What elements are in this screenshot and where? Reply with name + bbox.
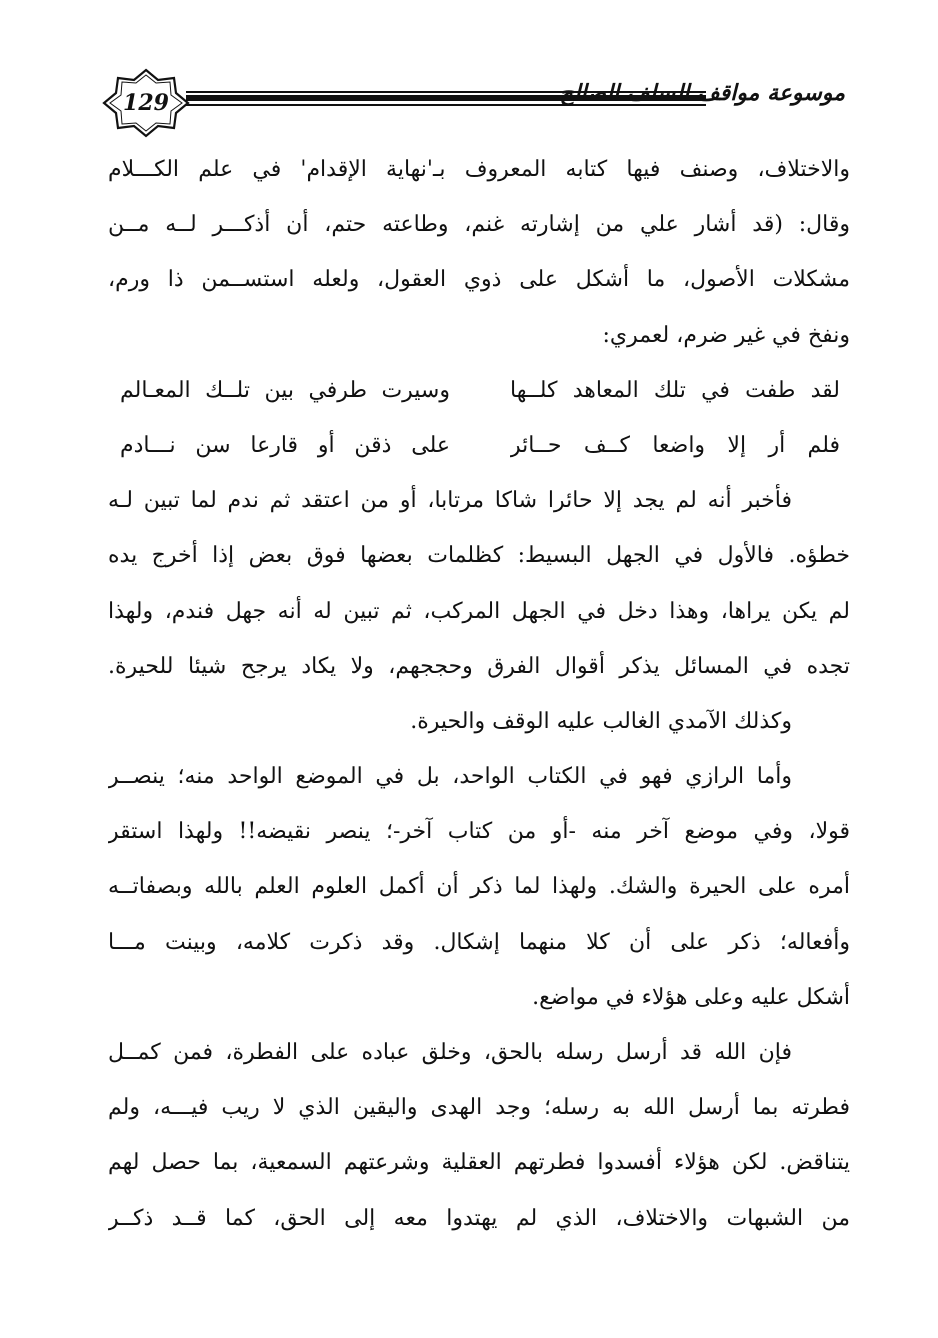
text-line: والاختلاف، وصنف فيها كتابه المعروف بـ'نهاية الإقدام' في علم الكـــلام <box>108 157 850 182</box>
text-line: وأفعاله؛ ذكر على أن كلا منهما إشكال. وقد ذكرت كلامه، وبينت مـــا <box>108 929 850 955</box>
text-line: وقال: (قد أشار علي من إشارته غنم، وطاعته حتم، أن أذكـــر لــه مــن <box>108 212 850 238</box>
text-line: فإن الله قد أرسل رسله بالحق، وخلق عباده على الفطرة، فمن كمــل <box>108 1040 793 1065</box>
page-header <box>100 68 845 138</box>
verse-first-hemistich: فلم أر إلا واضعا كــف حــائر <box>510 432 840 458</box>
text-line: خطؤه. فالأول في الجهل البسيط: كظلمات بعضها فوق بعض إذا أخرج يده <box>108 543 850 569</box>
verse <box>108 363 850 418</box>
opening-paragraph <box>108 142 850 363</box>
paragraph <box>108 749 850 1025</box>
paragraph <box>108 1025 850 1246</box>
text-line: أمره على الحيرة والشك. ولهذا لما ذكر أن أكمل العلوم العلم بالله وبصفاتــه <box>108 874 850 900</box>
text-line: لم يكن يراها، وهذا دخل في الجهل المركب، ثم تبين له أنه جهل فندم، ولهذا <box>108 598 850 624</box>
text-line: قولا، وفي موضع آخر منه -أو من كتاب آخر-؛ ينصر نقيضه!! ولهذا استقر <box>108 819 850 845</box>
verse <box>108 418 850 473</box>
text-line: أشكل عليه وعلى هؤلاء في مواضع. <box>532 984 850 1010</box>
poem <box>108 363 850 473</box>
page-body <box>108 142 850 1246</box>
text-line: مشكلات الأصول، ما أشكل على ذوي العقول، ولعله استســمن ذا ورم، <box>108 267 850 293</box>
text-line: وكذلك الآمدي الغالب عليه الوقف والحيرة. <box>410 708 792 734</box>
paragraph <box>108 694 850 749</box>
page-number: 129 <box>123 90 169 116</box>
text-line: يتناقض. لكن هؤلاء أفسدوا فطرتهم العقلية وشرعتهم السمعية، بما حصل لهم <box>108 1150 850 1176</box>
verse-first-hemistich: لقد طفت في تلك المعاهد كلــها <box>510 377 840 403</box>
verse-second-hemistich: وسيرت طرفي بين تلــك المعـالم <box>120 377 450 403</box>
text-line: من الشبهات والاختلاف، الذي لم يهتدوا معه إلى الحق، كما قــد ذكــر <box>108 1205 850 1231</box>
text-line: تجده في المسائل يذكر أقوال الفرق وحججهم، ولا يكاد يرجح شيئا للحيرة. <box>108 653 850 679</box>
text-line: فأخبر أنه لم يجد إلا حائرا شاكا مرتابا، أو من اعتقد ثم ندم لما تبين لـه <box>108 488 792 514</box>
text-line: وأما الرازي فهو في الكتاب الواحد، بل في الموضع الواحد منه؛ ينصــر <box>108 764 792 790</box>
book-title: موسوعة مواقف السلف الصالح <box>559 80 845 106</box>
text-line: فطرته بما أرسل الله به رسله؛ وجد الهدى واليقين الذي لا ريب فيـــه، ولم <box>108 1095 850 1121</box>
paragraph <box>108 473 850 694</box>
verse-second-hemistich: على ذقن أو قارعا سن نـــادم <box>120 432 450 458</box>
text-line: ونفخ في غير ضرم، لعمري: <box>602 322 850 348</box>
